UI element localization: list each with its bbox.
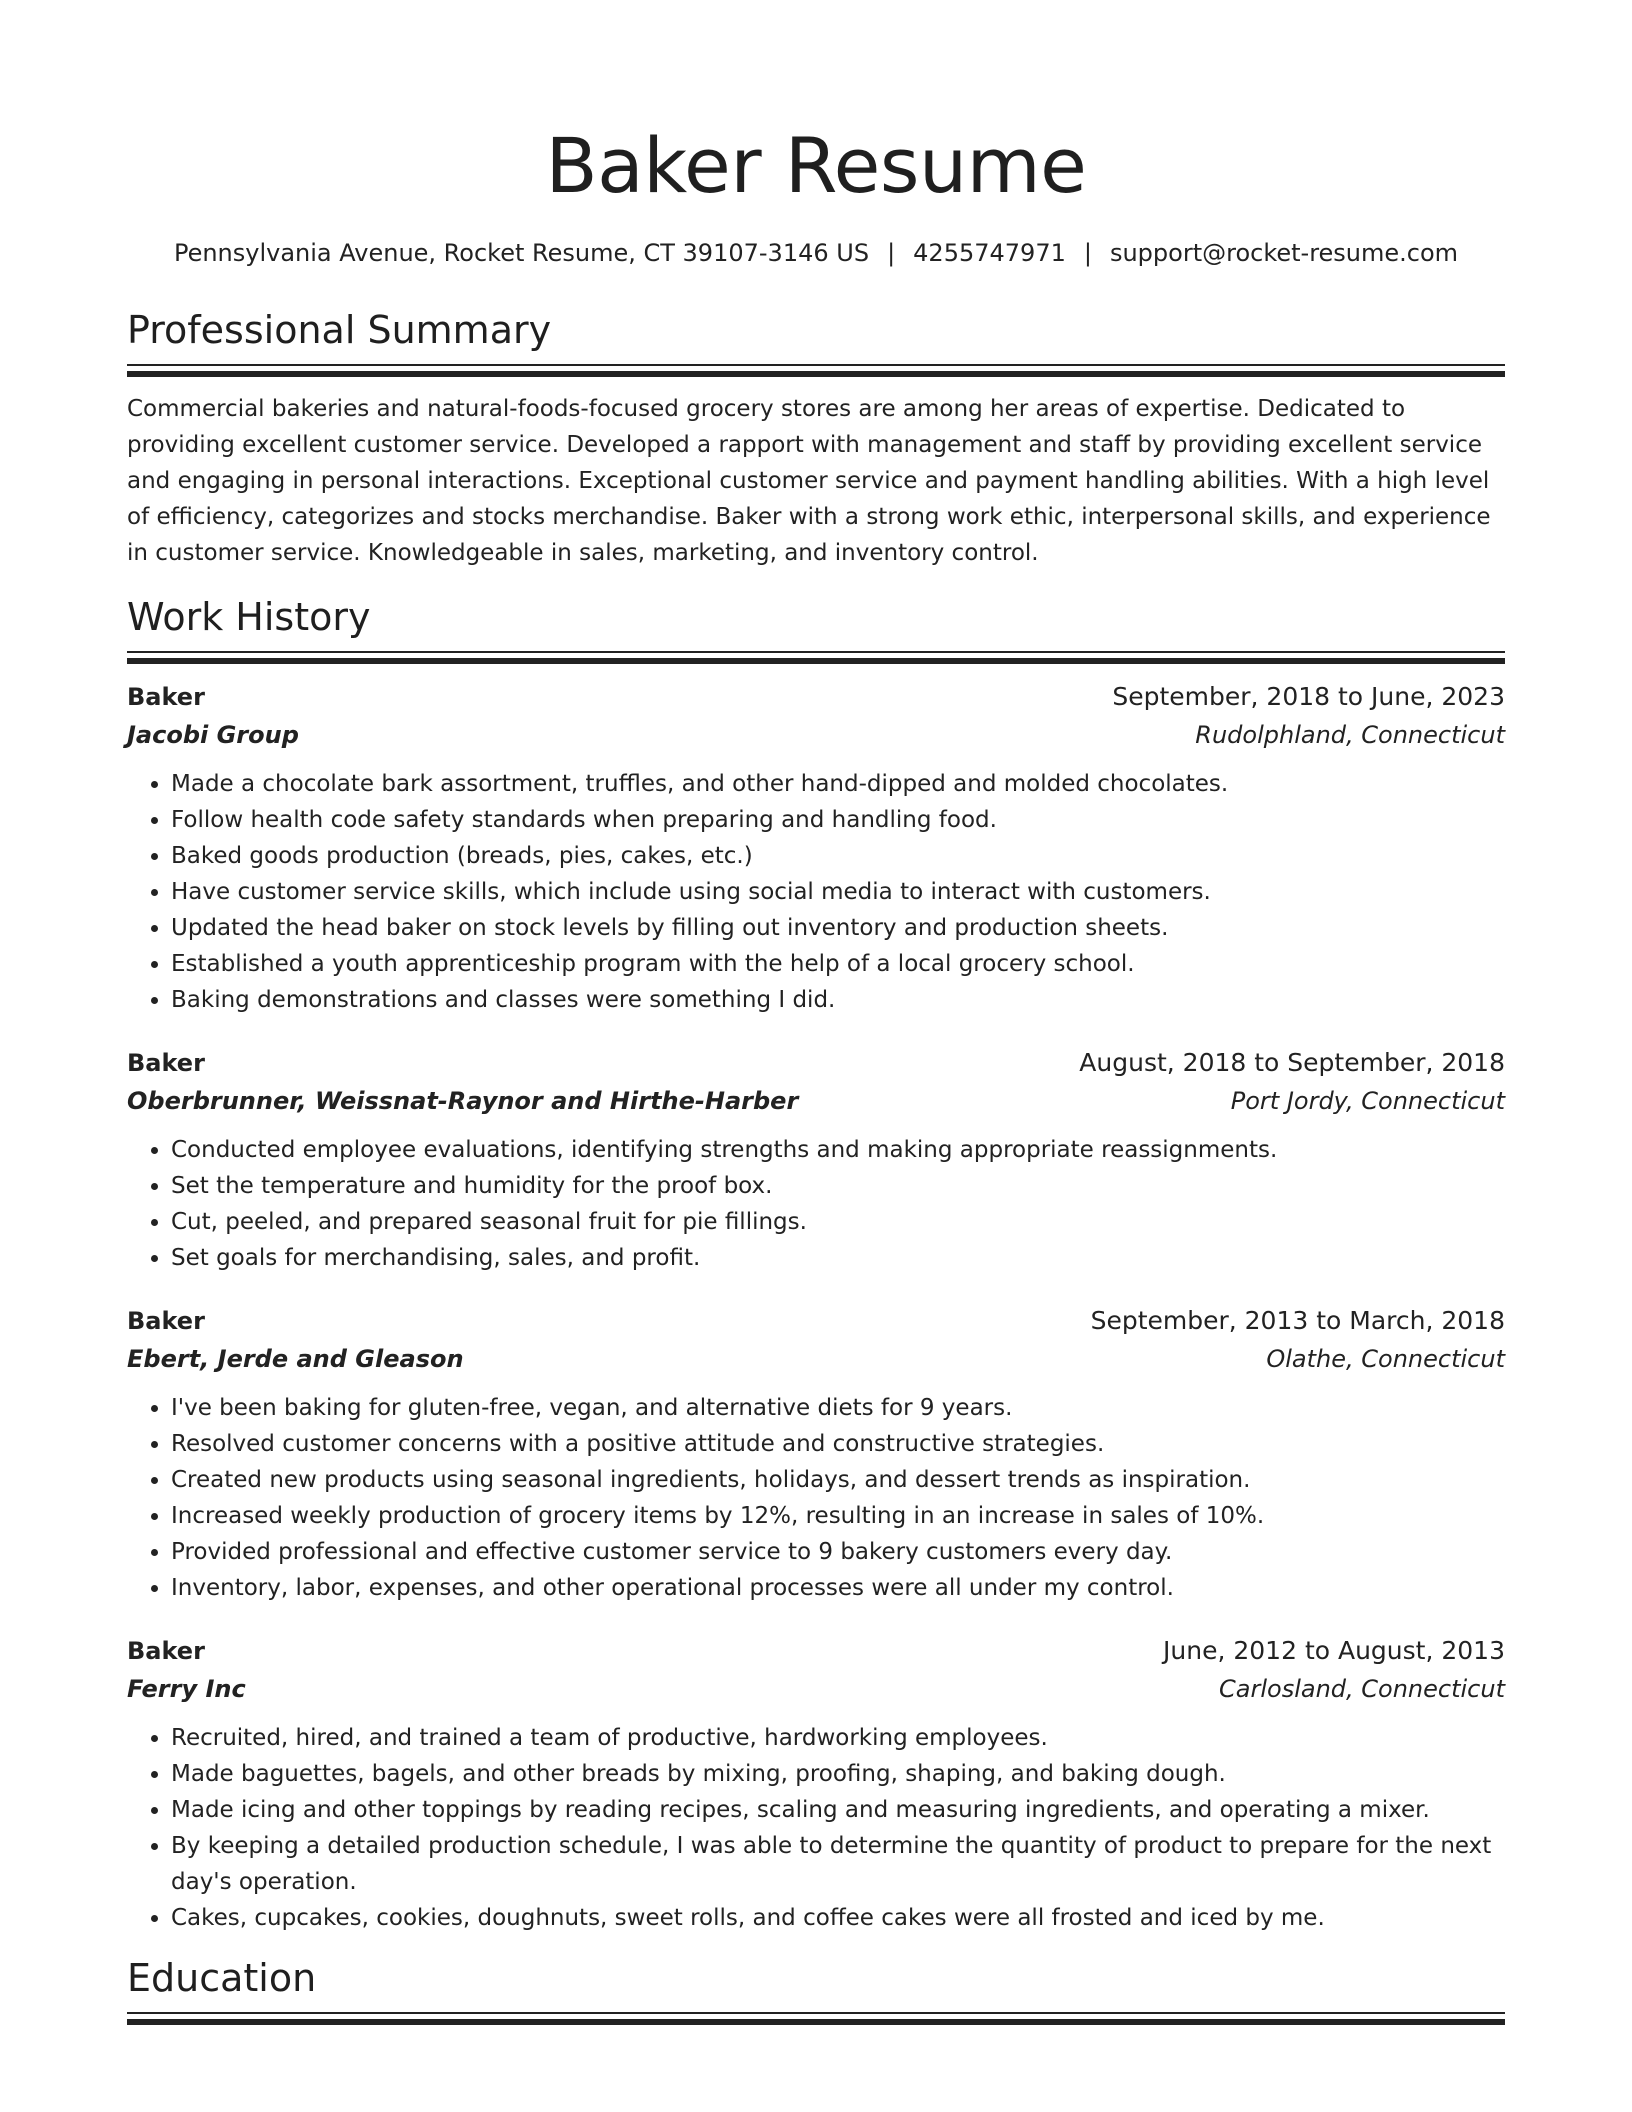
- contact-email: support@rocket-resume.com: [1109, 239, 1459, 267]
- job-entry: [127, 1302, 1505, 1606]
- job-header-row: [127, 1302, 1505, 1340]
- job-bullet: • Resolved customer concerns with a positive attitude and constructive strategies.: [171, 1426, 1505, 1462]
- job-bullet: • Increased weekly production of grocery items by 12%, resulting in an increase in sales of 10%.: [171, 1498, 1505, 1534]
- job-bullet-list: [127, 766, 1505, 1018]
- summary-text: Commercial bakeries and natural-foods-focused grocery stores are among her areas of expertise. Dedicated to providing excellent customer service. Developed a rapport with management and staff by providing excellent service and engaging in personal interactions. Exceptional customer service and payment handling abilities. With a high level of efficiency, categorizes and stocks merchandise. Baker with a strong work ethic, interpersonal skills, and experience in customer service. Knowledgeable in sales, marketing, and inventory control.: [127, 396, 1491, 566]
- job-company-row: [127, 1670, 1505, 1708]
- job-title: Baker: [127, 1049, 205, 1077]
- job-company: Oberbrunner, Weissnat-Raynor and Hirthe-Harber: [127, 1087, 799, 1115]
- section-divider: [127, 2012, 1505, 2025]
- education-heading: Education: [127, 1956, 317, 2000]
- job-header-row: [127, 1632, 1505, 1670]
- job-bullet: • Made icing and other toppings by reading recipes, scaling and measuring ingredients, and operating a mixer.: [171, 1792, 1505, 1828]
- job-bullet: • Updated the head baker on stock levels by filling out inventory and production sheets.: [171, 910, 1505, 946]
- job-title: Baker: [127, 683, 205, 711]
- job-bullet: • I've been baking for gluten-free, vegan, and alternative diets for 9 years.: [171, 1390, 1505, 1426]
- job-dates: September, 2018 to June, 2023: [1112, 682, 1505, 711]
- job-bullet-list: [127, 1720, 1505, 1936]
- job-bullet: • Cakes, cupcakes, cookies, doughnuts, sweet rolls, and coffee cakes were all frosted and iced by me.: [171, 1900, 1505, 1936]
- job-entry: [127, 1632, 1505, 1936]
- contact-phone: 4255747971: [913, 239, 1066, 267]
- job-company: Jacobi Group: [127, 721, 299, 749]
- job-bullet: • Set goals for merchandising, sales, and profit.: [171, 1240, 1505, 1276]
- job-bullet: • Have customer service skills, which include using social media to interact with customers.: [171, 874, 1505, 910]
- job-bullet: • Set the temperature and humidity for the proof box.: [171, 1168, 1505, 1204]
- job-bullet: • Provided professional and effective customer service to 9 bakery customers every day.: [171, 1534, 1505, 1570]
- job-bullet: • Made baguettes, bagels, and other breads by mixing, proofing, shaping, and baking dough.: [171, 1756, 1505, 1792]
- contact-address: Pennsylvania Avenue, Rocket Resume, CT 39107-3146 US: [173, 239, 870, 267]
- job-bullet: • Inventory, labor, expenses, and other operational processes were all under my control.: [171, 1570, 1505, 1606]
- job-location: Olathe, Connecticut: [1266, 1345, 1505, 1373]
- job-bullet: • Cut, peeled, and prepared seasonal fruit for pie fillings.: [171, 1204, 1505, 1240]
- job-company: Ebert, Jerde and Gleason: [127, 1345, 464, 1373]
- section-divider: [127, 651, 1505, 664]
- job-dates: August, 2018 to September, 2018: [1079, 1048, 1505, 1077]
- job-location: Rudolphland, Connecticut: [1195, 721, 1505, 749]
- resume-title: Baker Resume: [545, 121, 1087, 210]
- job-dates: June, 2012 to August, 2013: [1163, 1636, 1505, 1665]
- job-bullet: • Recruited, hired, and trained a team of productive, hardworking employees.: [171, 1720, 1505, 1756]
- contact-separator: |: [887, 239, 896, 267]
- job-bullet: • Baking demonstrations and classes were something I did.: [171, 982, 1505, 1018]
- job-location: Carlosland, Connecticut: [1219, 1675, 1505, 1703]
- job-entry: [127, 1044, 1505, 1276]
- job-bullet: • By keeping a detailed production schedule, I was able to determine the quantity of product to prepare for the next day's operation.: [171, 1828, 1505, 1900]
- work-history-section: [127, 593, 1505, 1936]
- job-bullet-list: [127, 1390, 1505, 1606]
- job-bullet: • Created new products using seasonal ingredients, holidays, and dessert trends as inspiration.: [171, 1462, 1505, 1498]
- job-bullet: • Follow health code safety standards when preparing and handling food.: [171, 802, 1505, 838]
- job-header-row: [127, 1044, 1505, 1082]
- job-title: Baker: [127, 1307, 205, 1335]
- education-section: [127, 1954, 1505, 2025]
- job-title: Baker: [127, 1637, 205, 1665]
- job-bullet: • Established a youth apprenticeship program with the help of a local grocery school.: [171, 946, 1505, 982]
- summary-heading: Professional Summary: [127, 308, 552, 352]
- job-location: Port Jordy, Connecticut: [1230, 1087, 1505, 1115]
- job-bullet: • Made a chocolate bark assortment, truffles, and other hand-dipped and molded chocolates.: [171, 766, 1505, 802]
- job-entry: [127, 678, 1505, 1018]
- contact-line: [127, 236, 1505, 270]
- contact-separator: |: [1083, 239, 1092, 267]
- job-company-row: [127, 716, 1505, 754]
- job-list: [127, 678, 1505, 1936]
- job-company-row: [127, 1082, 1505, 1120]
- job-bullet: • Conducted employee evaluations, identifying strengths and making appropriate reassignments.: [171, 1132, 1505, 1168]
- job-header-row: [127, 678, 1505, 716]
- job-dates: September, 2013 to March, 2018: [1090, 1306, 1505, 1335]
- summary-section: [127, 306, 1505, 571]
- job-bullet-list: [127, 1132, 1505, 1276]
- job-bullet: • Baked goods production (breads, pies, cakes, etc.): [171, 838, 1505, 874]
- job-company: Ferry Inc: [127, 1675, 246, 1703]
- section-divider: [127, 364, 1505, 377]
- work-history-heading: Work History: [127, 595, 371, 639]
- job-company-row: [127, 1340, 1505, 1378]
